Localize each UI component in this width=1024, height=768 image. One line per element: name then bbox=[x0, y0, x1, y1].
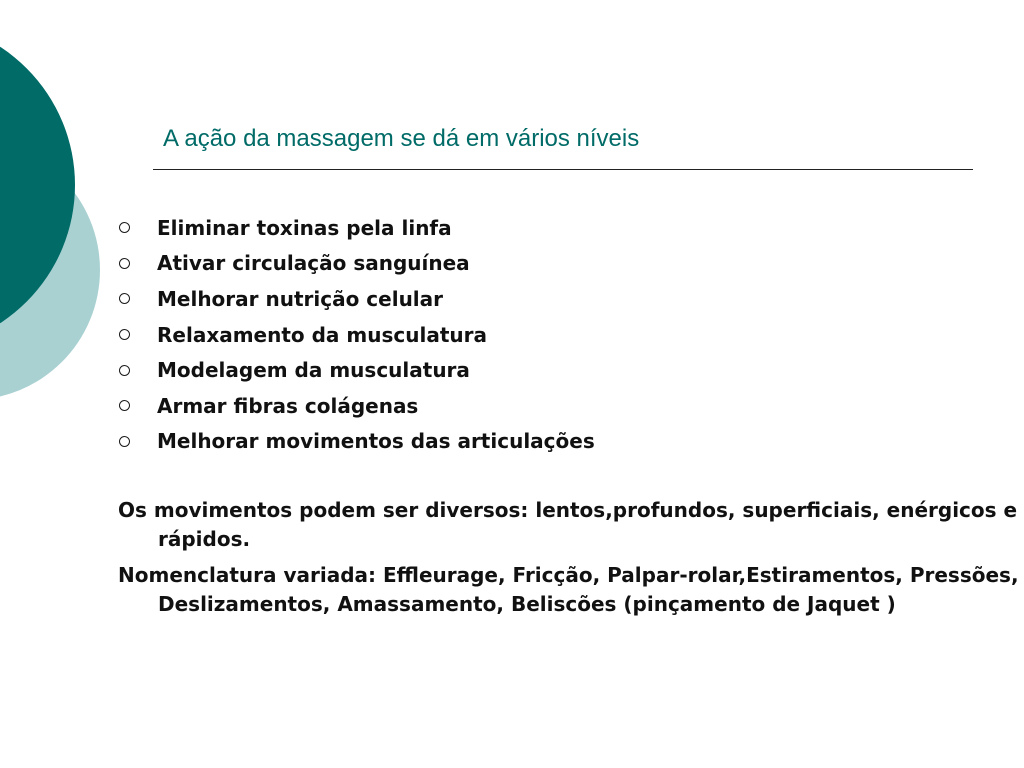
list-item bbox=[118, 281, 595, 317]
bullet-text: Modelagem da musculatura bbox=[157, 358, 470, 383]
bullet-text: Relaxamento da musculatura bbox=[157, 322, 487, 347]
list-item bbox=[118, 246, 595, 282]
list-item bbox=[118, 210, 595, 246]
bullet-circle-icon bbox=[119, 293, 130, 304]
list-item bbox=[118, 424, 595, 460]
slide-title: A ação da massagem se dá em vários níveis bbox=[163, 125, 640, 152]
bullet-circle-icon bbox=[119, 436, 130, 447]
bullet-circle-icon bbox=[119, 222, 130, 233]
bullet-circle-icon bbox=[119, 258, 130, 269]
bullet-text: Eliminar toxinas pela linfa bbox=[157, 215, 452, 240]
bullet-circle-icon bbox=[119, 329, 130, 340]
bullet-text: Melhorar movimentos das articulações bbox=[157, 429, 595, 454]
bullet-circle-icon bbox=[119, 400, 130, 411]
list-item bbox=[118, 352, 595, 388]
bullet-circle-icon bbox=[119, 365, 130, 376]
list-item bbox=[118, 317, 595, 353]
nomenclature-paragraph: Nomenclatura variada: Effleurage, Fricção, Palpar-rolar,Estiramentos, Pressões, Deslizamentos, Amassamento, Beliscões (pinçamento de Jaquet ) bbox=[118, 563, 1019, 616]
bullet-list bbox=[118, 210, 595, 459]
bullet-text: Melhorar nutrição celular bbox=[157, 286, 444, 311]
bullet-text: Ativar circulação sanguínea bbox=[157, 251, 470, 276]
list-item bbox=[118, 388, 595, 424]
bullet-text: Armar fibras colágenas bbox=[157, 393, 419, 418]
title-divider bbox=[153, 169, 973, 170]
movements-paragraph: Os movimentos podem ser diversos: lentos,profundos, superficiais, enérgicos e rápidos. bbox=[118, 498, 1018, 551]
